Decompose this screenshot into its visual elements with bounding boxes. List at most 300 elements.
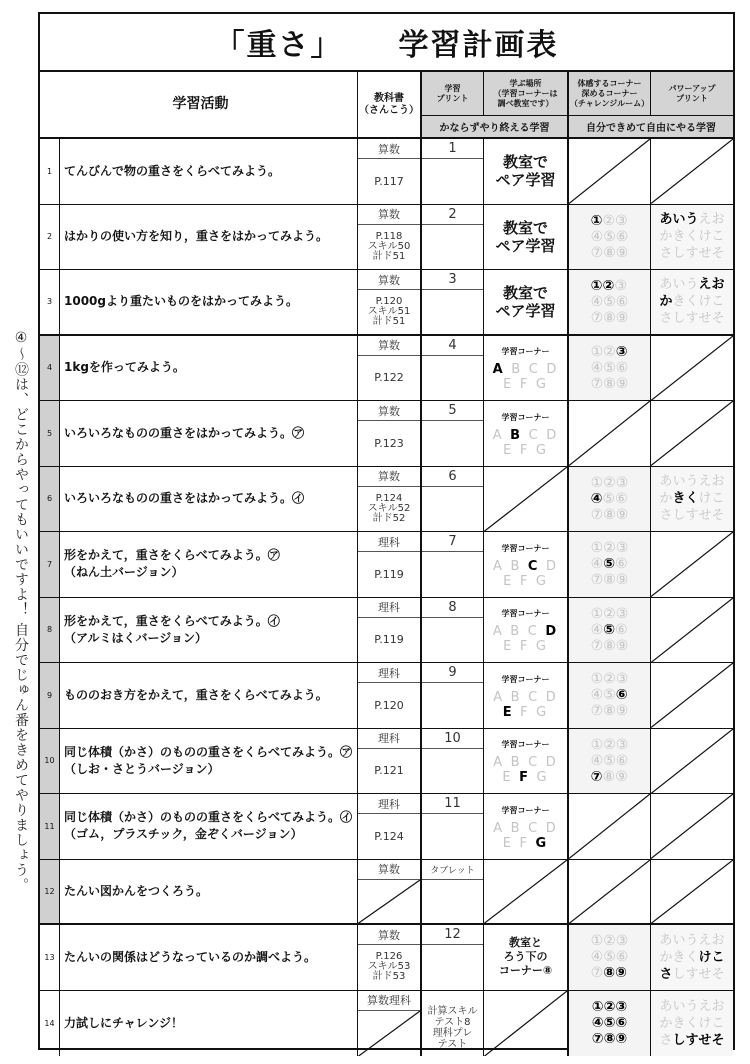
challenge-number: ①: [590, 671, 604, 688]
challenge-numbers: [591, 344, 629, 392]
challenge-number: ⑦: [590, 637, 604, 654]
kana-char: す: [685, 246, 699, 262]
activity-cell: [59, 598, 357, 663]
place-text: 教室で: [502, 218, 548, 237]
subject: 理科: [358, 794, 420, 814]
kana-char: せ: [698, 311, 712, 327]
challenge-number: ⑨: [615, 244, 629, 261]
kana-char: こ: [711, 949, 725, 965]
print-cell: [420, 598, 483, 663]
header-line: （チャレンジルーム）: [569, 98, 650, 108]
challenge-number: ⑤: [603, 556, 616, 573]
study-corner: [483, 794, 567, 859]
challenge-number: ⑦: [591, 1031, 604, 1048]
challenge-number: ②: [603, 605, 616, 622]
diagonal-slash: [484, 991, 567, 1057]
place-text: ペア学習: [495, 236, 556, 255]
header-free-do: 自分できめて自由にやる学習: [567, 116, 733, 137]
corner-letter-E: E: [503, 442, 514, 458]
corner-letter-E: E: [502, 835, 513, 851]
corner-letter-G: G: [535, 377, 548, 393]
activity-text: てんびんで物の重さをくらべてみよう。: [64, 163, 281, 178]
study-place-empty: [483, 467, 567, 532]
activity-cell: [59, 991, 357, 1057]
corner-letter-B: B: [510, 427, 523, 443]
corner-letter-A: A: [492, 362, 505, 378]
challenge-number: ④: [591, 1015, 604, 1032]
corner-letters: [493, 559, 558, 589]
corner-letter-D: D: [545, 755, 558, 771]
challenge-number: ④: [590, 293, 604, 310]
kana-char: し: [672, 246, 686, 262]
challenge-empty: [567, 794, 650, 859]
subject: 算数: [358, 925, 420, 945]
kana-char: え: [698, 474, 712, 490]
challenge-number: ⑤: [603, 293, 616, 310]
page-ref: P.123: [374, 436, 404, 450]
kana-char: え: [698, 998, 712, 1014]
challenge-number: ①: [590, 474, 604, 491]
textbook-pages: [358, 552, 420, 597]
activity-cell: [59, 794, 357, 859]
corner-letter-B: B: [511, 362, 523, 378]
table-row: [40, 860, 733, 926]
challenge-number: ③: [615, 736, 629, 753]
header-line: プリント: [436, 93, 469, 103]
row-number: 1: [46, 166, 53, 176]
subject: 理科: [358, 729, 420, 749]
kana-char: お: [711, 932, 725, 948]
study-place: [483, 139, 567, 204]
challenge-number: ⑤: [603, 228, 616, 245]
print-number: タブレット: [422, 860, 483, 880]
kana-char: け: [698, 229, 712, 245]
challenge-number: ③: [615, 540, 629, 557]
corner-letter-D: D: [545, 558, 558, 574]
challenge-number: ⑧: [603, 637, 616, 654]
page-ref: P.119: [374, 633, 404, 647]
print-cell: [420, 139, 483, 204]
challenge-cell: [567, 270, 650, 334]
textbook-cell: [357, 205, 420, 270]
corner-letter-D: D: [546, 427, 559, 443]
header-line: 学習: [444, 83, 461, 93]
power-print-empty: [650, 860, 733, 924]
challenge-number: ⑨: [615, 506, 629, 523]
textbook-pages: [358, 749, 420, 794]
table-row: [40, 336, 733, 402]
power-print-empty: [650, 729, 733, 794]
place-text: 教室と: [509, 936, 542, 950]
kana-char: あ: [659, 474, 673, 490]
page-ref: スキル50: [367, 240, 411, 252]
challenge-number: ①: [590, 540, 604, 557]
kana-char: こ: [711, 1015, 725, 1031]
subject: 算数理科: [358, 991, 420, 1011]
challenge-number: ⑨: [615, 572, 629, 589]
place-text: コーナー⑧: [498, 964, 553, 978]
challenge-numbers: [591, 737, 629, 785]
challenge-number: ③: [615, 671, 629, 688]
page-ref: P.121: [374, 764, 404, 778]
kana-char: そ: [711, 311, 725, 327]
kana-char: す: [685, 311, 699, 327]
activity-cell: [59, 729, 357, 794]
challenge-number: ④: [590, 228, 604, 245]
table-header: [40, 72, 733, 139]
kana-char: き: [672, 294, 686, 310]
challenge-cell: [567, 991, 650, 1057]
print-line: テスト: [437, 1039, 468, 1051]
corner-letter-A: A: [492, 427, 504, 443]
print-cell: [420, 270, 483, 334]
challenge-numbers: [591, 475, 629, 523]
power-print-cell: [650, 925, 733, 990]
kana-char: お: [711, 277, 725, 293]
header-line: （学習コーナーは: [493, 88, 558, 98]
subject: 理科: [358, 663, 420, 683]
textbook-cell: [357, 336, 420, 401]
activity-text: 1000gより重たいものをはかってみよう。: [64, 294, 298, 309]
power-print-empty: [650, 139, 733, 204]
diagonal-slash: [651, 794, 733, 859]
row-number: 5: [40, 401, 59, 466]
challenge-number: ⑧: [603, 965, 616, 982]
challenge-number: ④: [590, 490, 603, 507]
kana-char: し: [672, 311, 686, 327]
challenge-cell: [567, 663, 650, 728]
diagonal-slash: [358, 1011, 420, 1057]
challenge-number: ⑦: [590, 506, 604, 523]
activity-text: いろいろなものの重さをはかってみよう。㋑: [64, 491, 305, 506]
kana-char: し: [672, 1032, 686, 1048]
print-line: 理科プレ: [432, 1028, 473, 1040]
activity-cell: [59, 467, 357, 532]
activity-text: 形をかえて，重さをくらべてみよう。㋑: [64, 613, 280, 628]
print-number: 12: [422, 925, 483, 945]
print-cell: [420, 925, 483, 990]
challenge-cell: [567, 598, 650, 663]
kana-char: け: [698, 949, 712, 965]
header-textbook-line: 教科書: [374, 92, 404, 104]
activity-cell: [59, 139, 357, 204]
page-ref: P.120: [375, 295, 403, 307]
challenge-number: ⑥: [615, 490, 628, 507]
kana-char: か: [659, 294, 673, 310]
table-row: [40, 270, 733, 336]
page-ref: 計ド51: [372, 250, 406, 262]
challenge-number: ⑦: [590, 309, 604, 326]
kana-grid: [659, 473, 724, 524]
corner-letter-A: A: [492, 624, 504, 640]
corner-letter-F: F: [519, 770, 530, 786]
challenge-number: ③: [614, 277, 627, 294]
activity-text: （ゴム，プラスチック，金ぞくバージョン）: [64, 827, 303, 842]
print-line: テスト8: [434, 1017, 471, 1029]
challenge-number: ②: [603, 540, 616, 557]
study-place: [483, 205, 567, 270]
corner-letter-G: G: [535, 573, 548, 589]
study-place-empty: [483, 991, 567, 1057]
subject: 算数: [358, 205, 420, 225]
row-number: 2: [46, 232, 53, 242]
challenge-cell: [567, 336, 650, 401]
kana-char: き: [672, 949, 686, 965]
textbook-pages: [358, 814, 420, 859]
diagonal-slash: [651, 336, 733, 401]
challenge-cell: [567, 925, 650, 990]
challenge-number: ⑤: [603, 687, 616, 704]
corner-letter-B: B: [510, 820, 522, 836]
row-number: 4: [40, 336, 59, 401]
corner-letter-D: D: [545, 689, 558, 705]
challenge-numbers: [591, 540, 629, 588]
header-power: [650, 72, 733, 116]
textbook-empty: [358, 880, 420, 924]
corner-letter-E: E: [503, 573, 514, 589]
kana-char: さ: [659, 508, 673, 524]
activity-cell: [59, 336, 357, 401]
kana-char: す: [685, 1032, 699, 1048]
textbook-cell: [357, 925, 420, 990]
page-ref: P.126: [375, 951, 403, 963]
challenge-number: ①: [590, 343, 604, 360]
textbook-pages: [358, 421, 420, 466]
kana-char: す: [685, 966, 699, 982]
print-number: 8: [422, 598, 483, 618]
header-line: 体感するコーナー: [577, 78, 642, 88]
challenge-empty: [567, 860, 650, 924]
challenge-number: ⑨: [615, 375, 629, 392]
challenge-number: ②: [603, 474, 616, 491]
table-row: [40, 532, 733, 598]
textbook-cell: [357, 794, 420, 859]
challenge-number: ⑤: [603, 1015, 616, 1032]
challenge-number: ⑤: [603, 359, 616, 376]
textbook-pages: [358, 618, 420, 663]
challenge-number: ③: [615, 343, 628, 360]
corner-letter-C: C: [528, 427, 540, 443]
page-ref: 計ド53: [372, 971, 406, 983]
corner-label: 学習コーナー: [501, 543, 550, 553]
challenge-number: ④: [590, 556, 604, 573]
header-line: 調べ教室です）: [497, 98, 554, 108]
textbook-cell: [357, 991, 420, 1057]
print-check-area: [422, 421, 483, 466]
diagonal-slash: [651, 401, 733, 466]
corner-letter-D: D: [545, 624, 559, 640]
place-text: ろう下の: [503, 950, 548, 964]
kana-grid: [659, 276, 724, 327]
textbook-pages: [358, 225, 420, 270]
print-check-area: [422, 159, 483, 204]
print-number: 6: [422, 467, 483, 487]
place-text: 教室で: [502, 283, 548, 302]
corner-label: 学習コーナー: [501, 674, 550, 684]
corner-letters: [493, 362, 559, 392]
kana-char: え: [698, 932, 712, 948]
kana-char: さ: [659, 311, 673, 327]
kana-char: い: [672, 998, 686, 1014]
activity-text: （ねん土バージョン）: [64, 565, 184, 580]
row-number: 11: [40, 794, 59, 859]
place-text: 教室で: [502, 153, 548, 172]
challenge-number: ②: [602, 277, 615, 294]
corner-letter-B: B: [510, 624, 522, 640]
kana-char: く: [685, 491, 699, 507]
table-row: [40, 794, 733, 860]
challenge-number: ⑥: [615, 752, 629, 769]
page-ref: P.124: [374, 829, 404, 843]
activity-text: はかりの使い方を知り，重さをはかってみよう。: [64, 229, 329, 244]
challenge-number: ④: [590, 687, 604, 704]
power-print-empty: [650, 401, 733, 466]
page-ref: P.120: [374, 698, 404, 712]
challenge-number: ⑤: [603, 621, 616, 638]
page-ref: 計ド52: [372, 512, 406, 524]
activity-cell: [59, 532, 357, 597]
challenge-number: ⑧: [603, 703, 616, 720]
corner-letter-B: B: [510, 558, 522, 574]
row-number: 10: [40, 729, 59, 794]
table-row: [40, 139, 733, 205]
activity-text: 形をかえて，重さをくらべてみよう。㋐: [64, 548, 280, 563]
corner-letter-F: F: [519, 639, 530, 655]
textbook-pages: [358, 356, 420, 401]
page-ref: P.124: [375, 492, 403, 504]
corner-label: 学習コーナー: [501, 609, 550, 619]
print-number: 7: [422, 532, 483, 552]
print-cell: [420, 991, 483, 1057]
corner-letter-A: A: [493, 755, 505, 771]
diagonal-slash: [651, 663, 733, 728]
kana-char: き: [672, 491, 686, 507]
power-print-cell: [650, 205, 733, 270]
title-topic: 「重さ」: [214, 28, 343, 63]
kana-grid: [659, 211, 724, 262]
challenge-number: ①: [591, 999, 604, 1016]
challenge-number: ②: [603, 343, 616, 360]
corner-letters: [493, 690, 558, 720]
header-line: 深めるコーナー: [581, 88, 638, 98]
header-must-do: かならずやり終える学習: [420, 116, 567, 137]
print-check-area: [422, 618, 483, 663]
corner-letter-G: G: [535, 442, 548, 458]
page-ref: 計ド51: [372, 315, 406, 327]
activity-text: （アルミはくバージョン）: [64, 630, 208, 645]
challenge-number: ⑤: [603, 949, 616, 966]
challenge-number: ⑥: [615, 293, 629, 310]
activity-text: たんいの関係はどうなっているのか調べよう。: [64, 949, 317, 964]
study-corner: [483, 336, 567, 401]
row-number: 7: [40, 532, 59, 597]
corner-letter-E: E: [502, 704, 514, 720]
textbook-pages: [358, 290, 420, 334]
challenge-number: ②: [603, 671, 616, 688]
diagonal-slash: [651, 532, 733, 597]
kana-char: か: [659, 229, 673, 245]
print-check-area: [422, 683, 483, 728]
header-print: [420, 72, 483, 116]
subject: 算数: [358, 467, 420, 487]
challenge-empty: [567, 139, 650, 204]
textbook-cell: [357, 401, 420, 466]
challenge-number: ⑧: [603, 572, 616, 589]
corner-letter-G: G: [536, 704, 549, 720]
activity-cell: [59, 401, 357, 466]
corner-letter-F: F: [519, 442, 530, 458]
challenge-number: ⑨: [615, 965, 627, 982]
print-number: 2: [422, 205, 483, 225]
activity-text: いろいろなものの重さをはかってみよう。㋐: [64, 425, 305, 440]
challenge-number: ⑥: [615, 687, 628, 704]
kana-char: か: [659, 491, 673, 507]
kana-char: う: [685, 998, 699, 1014]
corner-letter-F: F: [519, 835, 529, 851]
print-check-area: [422, 880, 483, 924]
kana-char: せ: [698, 246, 712, 262]
kana-char: く: [685, 229, 699, 245]
page-ref: P.122: [374, 371, 404, 385]
power-print-empty: [650, 336, 733, 401]
print-check-area: [422, 814, 483, 859]
page-ref: スキル51: [367, 305, 411, 317]
textbook-pages: [358, 945, 420, 990]
challenge-number: ①: [590, 605, 604, 622]
challenge-number: ⑨: [615, 703, 629, 720]
challenge-numbers: [591, 278, 629, 326]
textbook-cell: [357, 663, 420, 728]
print-check-area: [422, 290, 483, 334]
print-check-area: [422, 552, 483, 597]
corner-letter-D: D: [545, 820, 558, 836]
textbook-cell: [357, 729, 420, 794]
power-print-empty: [650, 532, 733, 597]
corner-letter-C: C: [527, 558, 540, 574]
kana-char: け: [698, 1015, 712, 1031]
print-number: 5: [422, 401, 483, 421]
table-row: [40, 598, 733, 664]
diagonal-slash: [484, 860, 567, 924]
textbook-cell: [357, 598, 420, 663]
table-row: [40, 401, 733, 467]
table-row: [40, 925, 733, 991]
challenge-number: ⑦: [590, 965, 604, 982]
side-instruction-note: ④〜⑫は、どこからやってもいいですよ！ 自分でじゅん番をきめてやりましょう。: [13, 330, 29, 893]
corner-letter-E: E: [503, 377, 514, 393]
corner-letter-C: C: [528, 755, 540, 771]
header-activity: 学習活動: [172, 96, 229, 112]
title-main: 学習計画表: [398, 28, 559, 63]
kana-char: し: [672, 966, 686, 982]
kana-char: く: [685, 294, 699, 310]
power-print-cell: [650, 991, 733, 1057]
subject: 算数: [358, 270, 420, 290]
page-ref: P.117: [374, 174, 404, 188]
print-cell: [420, 205, 483, 270]
challenge-number: ⑨: [615, 1031, 628, 1048]
print-check-area: [422, 945, 483, 990]
challenge-number: ⑥: [615, 359, 629, 376]
corner-letters: [493, 624, 558, 654]
table-row: [40, 729, 733, 795]
diagonal-slash: [569, 139, 650, 204]
kana-char: そ: [711, 966, 725, 982]
kana-char: い: [672, 277, 686, 293]
challenge-number: ②: [603, 933, 616, 950]
challenge-number: ⑧: [603, 375, 616, 392]
print-cell: [420, 532, 483, 597]
